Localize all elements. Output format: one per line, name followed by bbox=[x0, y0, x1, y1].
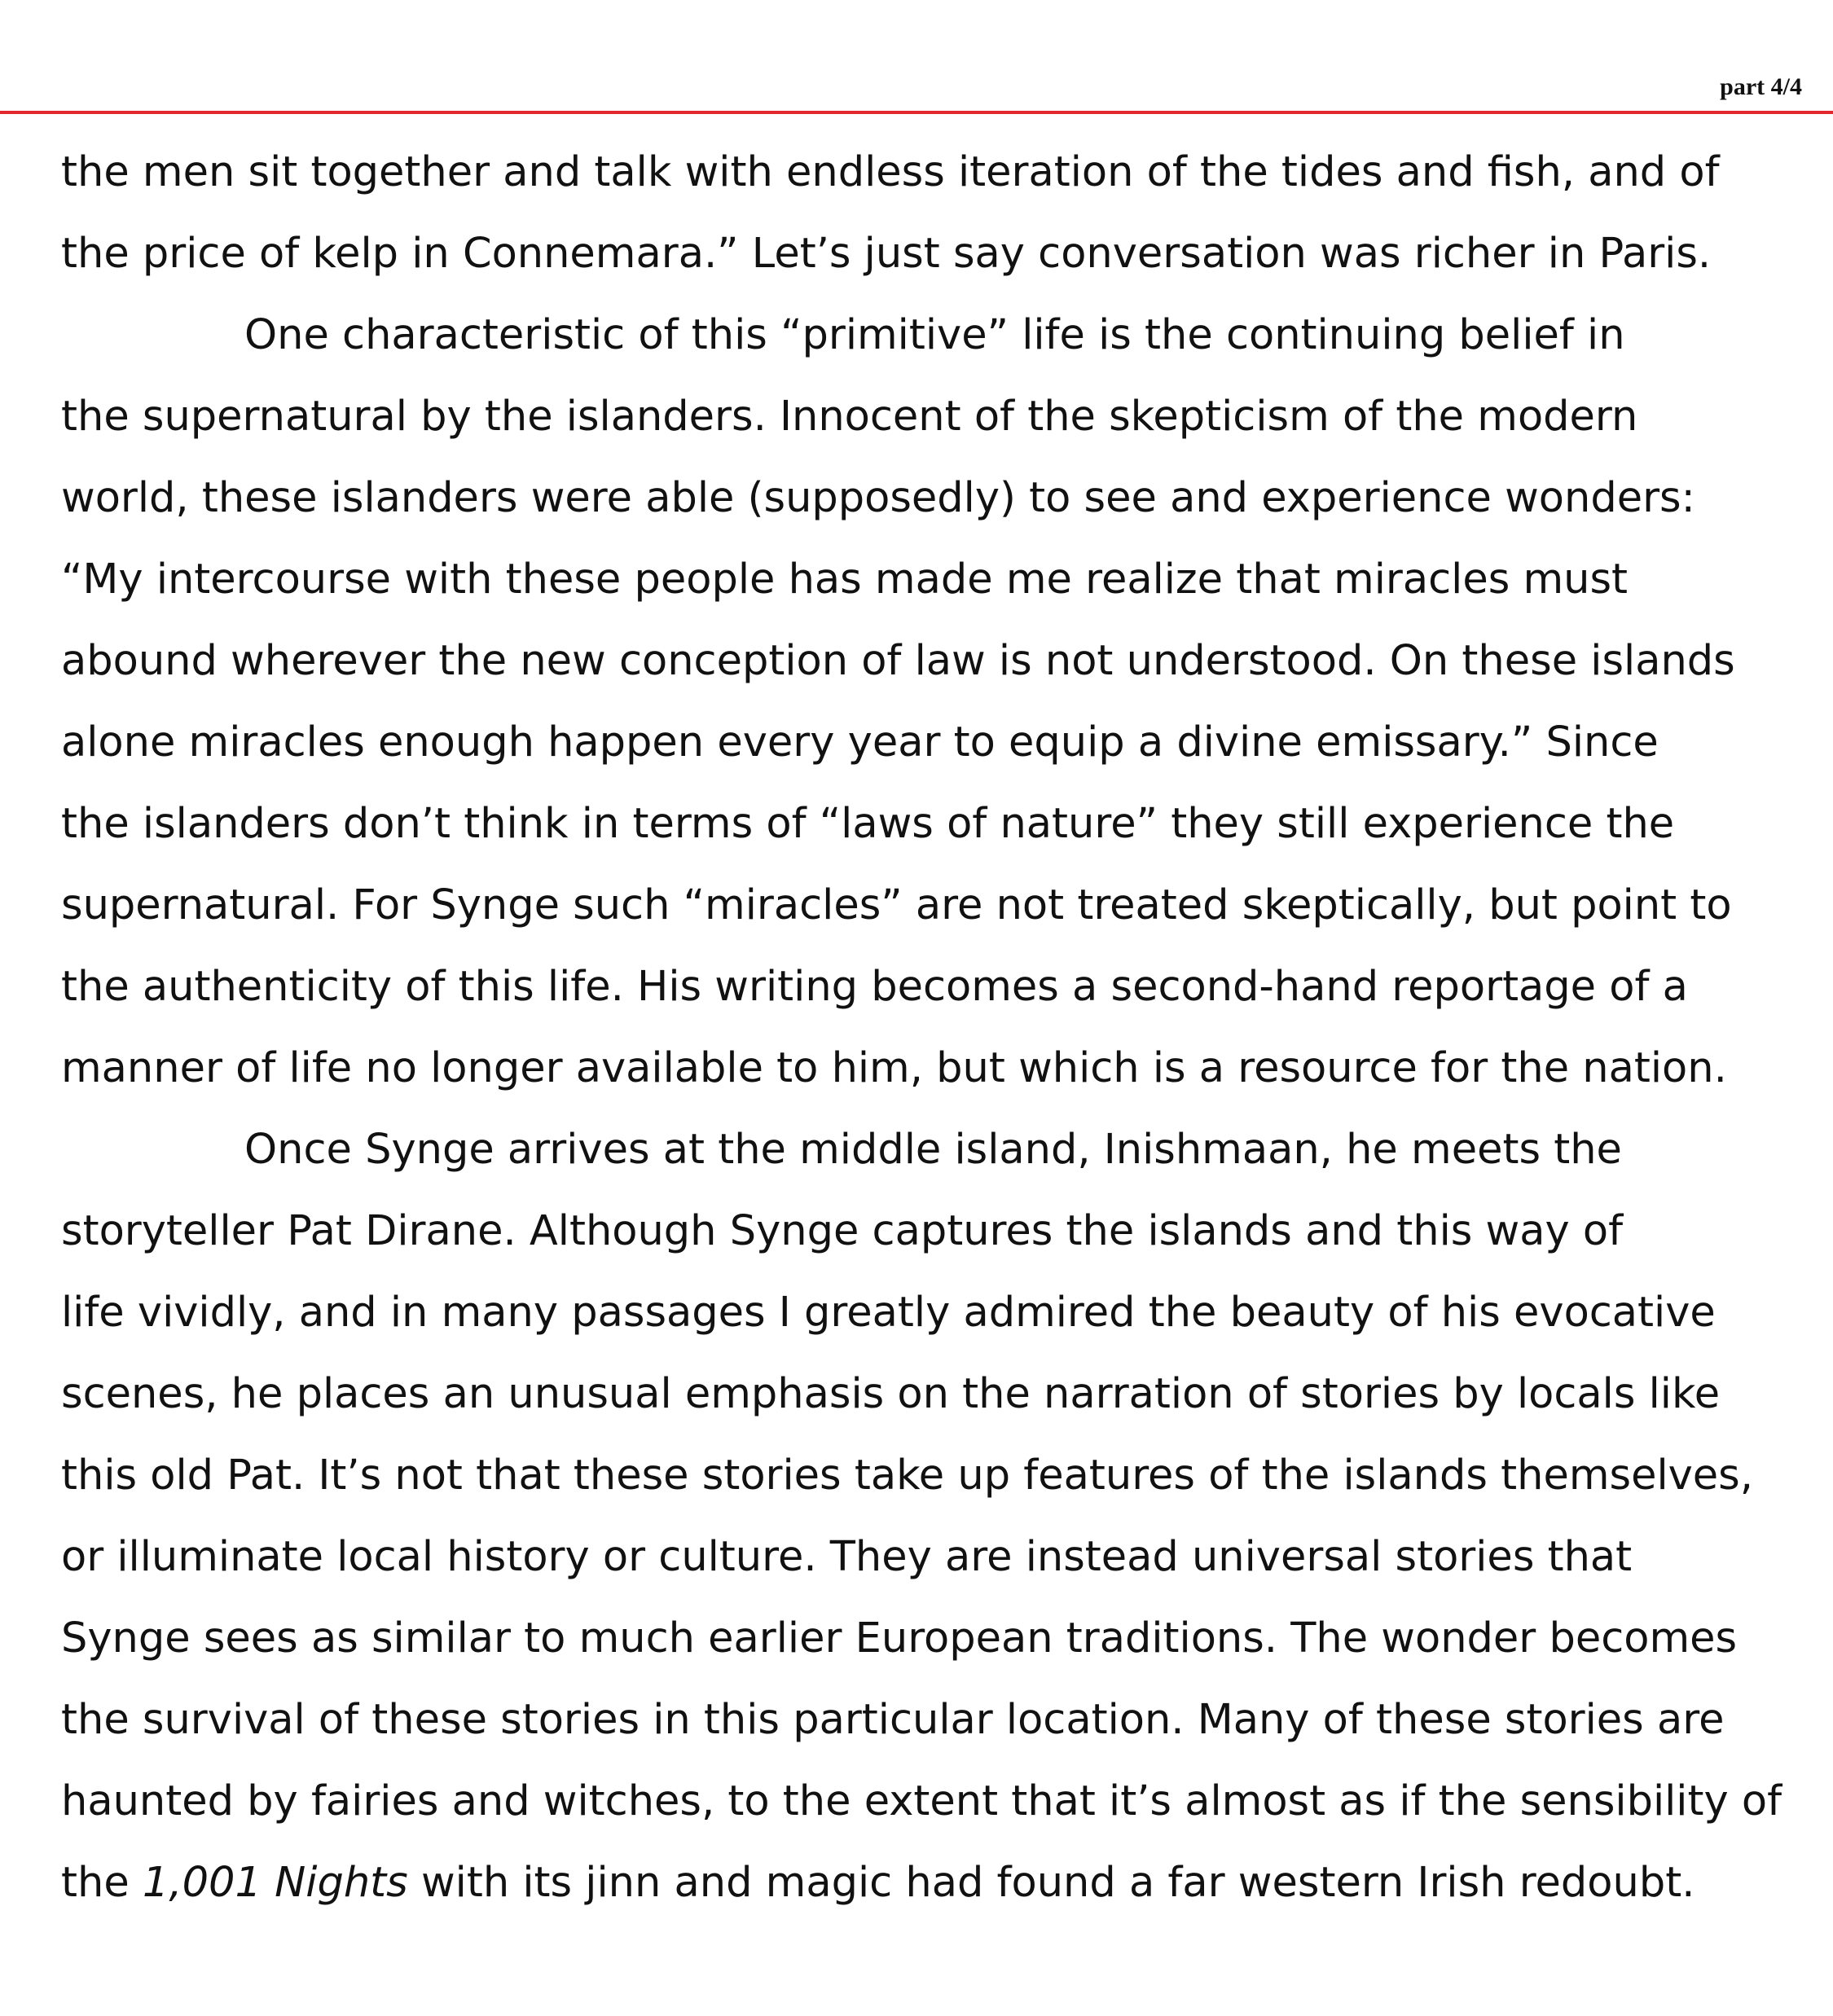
text-line: the price of kelp in Connemara.” Let’s just say conversation was richer in Paris. bbox=[61, 230, 1712, 278]
text-line: this old Pat. It’s not that these stories take up features of the islands themselves, bbox=[61, 1452, 1753, 1500]
header-rule bbox=[0, 111, 1833, 114]
text-line: alone miracles enough happen every year to equip a divine emissary.” Since bbox=[61, 718, 1659, 766]
body-text bbox=[61, 132, 1813, 1924]
paragraph-2 bbox=[61, 295, 1813, 1109]
text-line: storyteller Pat Dirane. Although Synge captures the islands and this way of bbox=[61, 1207, 1624, 1255]
text-line: world, these islanders were able (supposedly) to see and experience wonders: bbox=[61, 474, 1695, 522]
final-text-line bbox=[61, 1843, 1813, 1924]
paragraph-1 bbox=[61, 132, 1813, 295]
text-line: the men sit together and talk with endless iteration of the tides and fish, and of bbox=[61, 148, 1720, 196]
text-line: abound wherever the new conception of law is not understood. On these islands bbox=[61, 637, 1735, 685]
text-line: Once Synge arrives at the middle island, Inishmaan, he meets the bbox=[244, 1126, 1622, 1174]
text-line: Synge sees as similar to much earlier European traditions. The wonder becomes bbox=[61, 1614, 1738, 1662]
text-line: scenes, he places an unusual emphasis on the narration of stories by locals like bbox=[61, 1370, 1721, 1418]
page-header bbox=[0, 0, 1833, 116]
text-line: life vividly, and in many passages I greatly admired the beauty of his evocative bbox=[61, 1289, 1716, 1337]
part-label: part 4/4 bbox=[1720, 73, 1802, 100]
final-line-before: the bbox=[61, 1859, 143, 1907]
book-title-italic: 1,001 Nights bbox=[142, 1859, 408, 1907]
text-line: manner of life no longer available to him, but which is a resource for the nation. bbox=[61, 1044, 1727, 1092]
paragraph-3 bbox=[61, 1109, 1813, 1924]
text-line: the survival of these stories in this particular location. Many of these stories are bbox=[61, 1696, 1725, 1744]
text-line: “My intercourse with these people has made me realize that miracles must bbox=[61, 556, 1629, 604]
text-line: the supernatural by the islanders. Innocent of the skepticism of the modern bbox=[61, 393, 1638, 441]
text-line: haunted by fairies and witches, to the extent that it’s almost as if the sensibility of bbox=[61, 1777, 1782, 1825]
text-line: the islanders don’t think in terms of “laws of nature” they still experience the bbox=[61, 800, 1675, 848]
final-line-after: with its jinn and magic had found a far western Irish redoubt. bbox=[407, 1859, 1695, 1907]
text-line: One characteristic of this “primitive” life is the continuing belief in bbox=[244, 311, 1625, 359]
text-line: supernatural. For Synge such “miracles” are not treated skeptically, but point to bbox=[61, 881, 1732, 929]
text-line: the authenticity of this life. His writing becomes a second-hand reportage of a bbox=[61, 963, 1688, 1011]
text-line: or illuminate local history or culture. They are instead universal stories that bbox=[61, 1533, 1633, 1581]
